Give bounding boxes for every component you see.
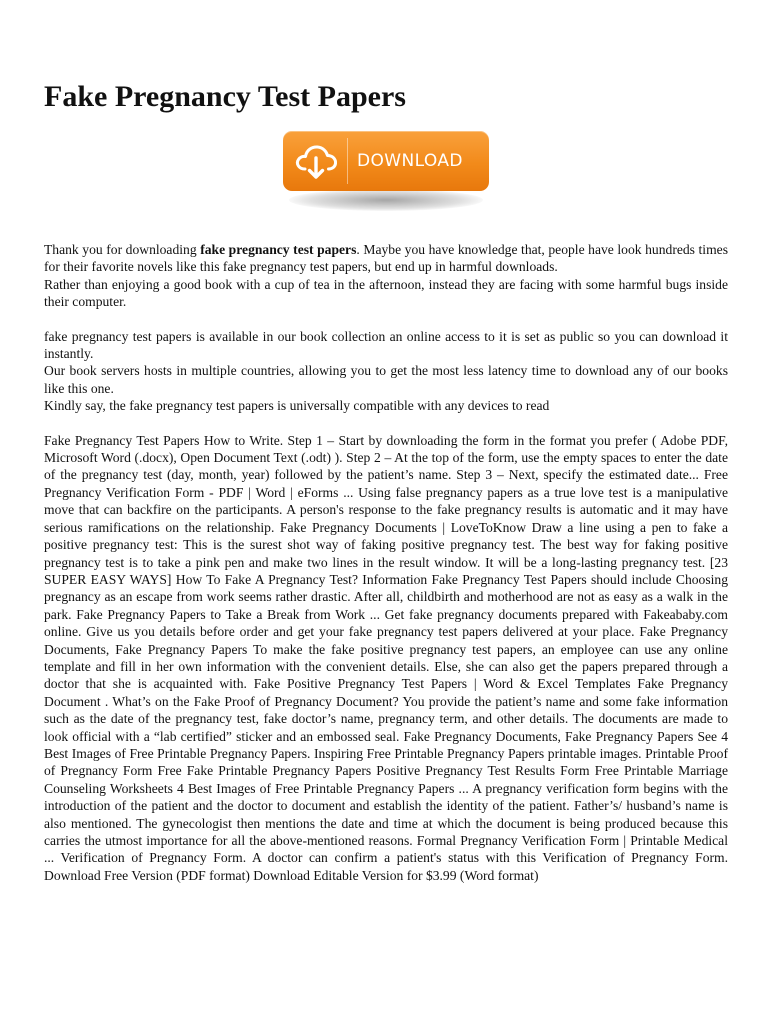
download-button-label: DOWNLOAD (357, 151, 463, 171)
intro-text-end: . Maybe you have knowledge that, people have look hundreds times for their favorite novels like this fake pregnancy test papers, but end up in harmful downloads. (44, 242, 728, 275)
availability-paragraph: fake pregnancy test papers is available in our book collection an online access to it is set as public so you can download it instantly. (44, 328, 728, 362)
paragraph-gap (44, 311, 728, 328)
servers-paragraph: Our book servers hosts in multiple countries, allowing you to get the most less latency time to download any of our books like this one. (44, 363, 728, 396)
compatibility-paragraph: Kindly say, the fake pregnancy test papers is universally compatible with any devices to read (44, 398, 550, 414)
download-button[interactable] (283, 131, 489, 191)
main-paragraph: Fake Pregnancy Test Papers How to Write. Step 1 – Start by downloading the form in the format you prefer ( Adobe PDF, Microsoft Word (.docx), Open Document Text (.odt) ). Step 2 – At the top of the form, use the empty spaces to enter the date of the pregnancy test (day, month, year) followed by the patient’s name. Step 3 – Next, specify the estimated date... Free Pregnancy Verification Form - PDF | Word | eForms ... Using false pregnancy papers as a true love test is a manipulative move that can backfire on the participants. A person's response to the fake pregnancy results is automatic and it may have serious ramifications on the relationship. Fake Pregnancy Documents | LoveToKnow Draw a line using a pen to fake a positive pregnancy test: This is the surest shot way of faking positive pregnancy test. The best way for faking positive pregnancy test is to take a pink pen and make two lines in the result window. It will be a long-lasting pregnancy test. [23 SUPER EASY WAYS] How To Fake A Pregnancy Test? Information Fake Pregnancy Test Papers should include Choosing pregnancy as an escape from work seems rather drastic. After all, childbirth and motherhood are not as easy as a walk in the park. Fake Pregnancy Papers to Take a Break from Work ... Get fake pregnancy documents prepared with Fakeababy.com online. Give us you details before order and get your fake pregnancy test papers delivered at your place. Fake Pregnancy Documents, Fake Pregnancy Papers To make the fake positive pregnancy test papers, an employee can use any online template and fill in her own information with the convenient details. Else, she can also get the papers prepared through a doctor that she is acquainted with. Fake Positive Pregnancy Test Papers | Word & Excel Templates Fake Pregnancy Document . What’s on the Fake Proof of Pregnancy Document? You provide the patient’s name and some fake information such as the date of the pregnancy test, fake doctor’s name, pregnancy term, and other details. The documents are made to look official with a “lab certified” sticker and an embossed seal. Fake Pregnancy Documents, Fake Pregnancy Papers See 4 Best Images of Free Printable Pregnancy Papers. Inspiring Free Printable Pregnancy Papers printable images. Printable Proof of Pregnancy Form Free Fake Printable Pregnancy Papers Positive Pregnancy Test Results Form Free Printable Marriage Counseling Worksheets 4 Best Images of Free Printable Pregnancy Papers ... A pregnancy verification form begins with the introduction of the patient and the doctor to document and establish the identity of the patient. Father’s/ husband’s name is also mentioned. The gynecologist then mentions the date and time at which the document is being produced because this carries the utmost importance for all the above-mentioned reasons. Formal Pregnancy Verification Form | Printable Medical ... Verification of Pregnancy Form. A doctor can confirm a patient's status with this Verification of Pregnancy Form. Download Free Version (PDF format) Download Editable Version for $3.99 (Word format) (44, 432, 728, 883)
intro-paragraph (44, 241, 728, 276)
page-title: Fake Pregnancy Test Papers (44, 80, 406, 113)
cloud-download-icon (293, 139, 339, 183)
document-body (44, 241, 728, 884)
download-button-shadow (289, 189, 483, 211)
paragraph-gap (44, 415, 728, 432)
intro-paragraph-2: Rather than enjoying a good book with a cup of tea in the afternoon, instead they are facing with some harmful bugs inside their computer. (44, 276, 728, 310)
download-banner (283, 131, 489, 223)
intro-keyword: fake pregnancy test papers (200, 242, 357, 257)
download-button-divider (347, 138, 348, 184)
intro-text-start: Thank you for downloading (44, 242, 201, 257)
